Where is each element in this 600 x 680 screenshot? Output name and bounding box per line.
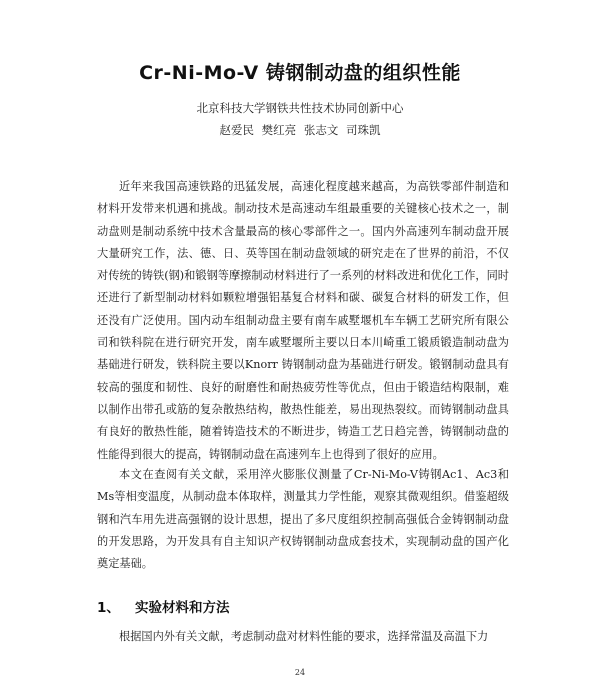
page-number: 24 (294, 668, 306, 677)
paper-title: Cr-Ni-Mo-V 铸钢制动盘的组织性能 (139, 62, 461, 84)
intro-paragraph: 近年来我国高速铁路的迅猛发展，高速化程度越来越高，为高铁零部件制造和材料开发带来机遇和挑战。制动技术是高速动车组最重要的关键核心技术之一，制动盘则是制动系统中技术含量最高的核心零部件之一。国内外高速列车制动盘开展大量研究工作，法、德、日、英等国在制动盘领域的研究走在了世界的前沿，不仅对传统的铸铁(钢)和锻钢等摩擦制动材料进行了一系列的材料改进和优化工作，同时还进行了新型制动材料如颗粒增强铝基复合材料和碳、碳复合材料的研发工作，但还没有广泛使用。国内动车组制动盘主要有南车戚墅堰机车车辆工艺研究所有限公司和铁科院在进行研究开发，南车戚墅堰所主要以日本川崎重工锻质锻造制动盘为基础进行研发，铁科院主要以Knorr 铸钢制动盘为基础进行研发。锻钢制动盘具有较高的强度和韧性、良好的耐磨性和耐热疲劳性等优点，但由于锻造结构限制，难以制作出带孔或筋的复杂散热结构，散热性能差，易出现热裂纹。而铸钢制动盘具有良好的散热性能，随着铸造技术的不断进步，铸造工艺日趋完善，铸钢制动盘的性能得到很大的提高，铸钢制动盘在高速列车上也得到了很好的应用。 (97, 180, 509, 461)
affiliation: 北京科技大学钢铁共性技术协同创新中心 (196, 101, 404, 115)
section-heading (97, 596, 509, 616)
section-paragraph: 根据国内外有关文献，考虑制动盘对材料性能的要求，选择常温及高温下力 (119, 630, 489, 643)
method-summary-paragraph: 本文在查阅有关文献，采用淬火膨胀仪测量了Cr-Ni-Mo-V铸钢Ac1、Ac3和Ms等相变温度，从制动盘本体取样，测量其力学性能，观察其微观组织。借鉴超级钢和汽车用先进高强钢的设计思想，提出了多尺度组织控制高强低合金铸钢制动盘的开发思路，为开发具有自主知识产权铸钢制动盘成套技术，实现制动盘的国产化奠定基础。 (97, 468, 509, 571)
section-title: 实验材料和方法 (135, 600, 230, 616)
section-number: 1、 (97, 600, 120, 616)
author-list: 赵爱民 樊红亮 张志文 司珠凯 (219, 123, 381, 137)
